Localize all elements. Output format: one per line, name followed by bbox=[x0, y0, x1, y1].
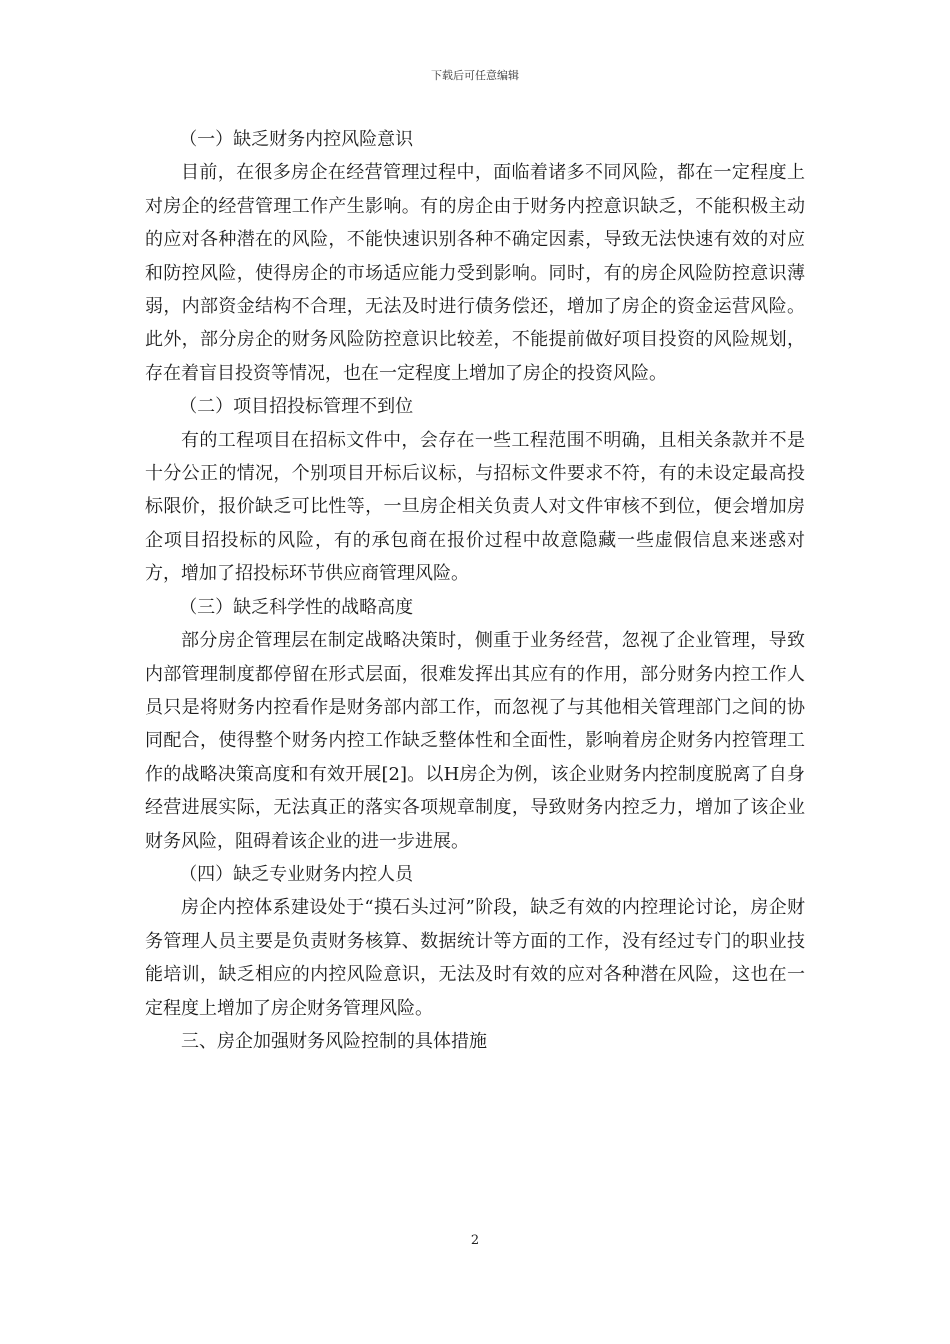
section-paragraph-1: 目前，在很多房企在经营管理过程中，面临着诸多不同风险，都在一定程度上对房企的经营管理工作产生影响。有的房企由于财务内控意识缺乏，不能积极主动的应对各种潜在的风险，不能快速识别各种不确定因素，导致无法快速有效的对应和防控风险，使得房企的市场适应能力受到影响。同时，有的房企风险防控意识薄弱，内部资金结构不合理，无法及时进行债务偿还，增加了房企的资金运营风险。此外，部分房企的财务风险防控意识比较差，不能提前做好项目投资的风险规划，存在着盲目投资等情况，也在一定程度上增加了房企的投资风险。 bbox=[145, 162, 805, 384]
closing-heading: 三、房企加强财务风险控制的具体措施 bbox=[181, 1030, 487, 1052]
page-number: 2 bbox=[470, 1233, 480, 1248]
section-heading-4: （四）缺乏专业财务内控人员 bbox=[179, 863, 414, 885]
section-paragraph-4: 房企内控体系建设处于“摸石头过河”阶段，缺乏有效的内控理论讨论，房企财务管理人员主要是负责财务核算、数据统计等方面的工作，没有经过专门的职业技能培训，缺乏相应的内控风险意识，无法及时有效的应对各种潜在风险，这也在一定程度上增加了房企财务管理风险。 bbox=[145, 897, 805, 1019]
section-paragraph-2: 有的工程项目在招标文件中，会存在一些工程范围不明确，且相关条款并不是十分公正的情况，个别项目开标后议标，与招标文件要求不符，有的未设定最高投标限价，报价缺乏可比性等，一旦房企相关负责人对文件审核不到位，便会增加房企项目招投标的风险，有的承包商在报价过程中故意隐藏一些虚假信息来迷惑对方，增加了招投标环节供应商管理风险。 bbox=[145, 429, 805, 585]
document-body bbox=[145, 123, 805, 1058]
section-heading-1: （一）缺乏财务内控风险意识 bbox=[179, 129, 414, 150]
section-heading-3: （三）缺乏科学性的战略高度 bbox=[179, 596, 414, 618]
section-paragraph-3: 部分房企管理层在制定战略决策时，侧重于业务经营，忽视了企业管理，导致内部管理制度都停留在形式层面，很难发挥出其应有的作用，部分财务内控工作人员只是将财务内控看作是财务部内部工作，而忽视了与其他相关管理部门之间的协同配合，使得整个财务内控工作缺乏整体性和全面性，影响着房企财务内控管理工作的战略决策高度和有效开展[2]。以H房企为例，该企业财务内控制度脱离了自身经营进展实际，无法真正的落实各项规章制度，导致财务内控乏力，增加了该企业财务风险，阻碍着该企业的进一步进展。 bbox=[145, 630, 805, 852]
section-heading-2: （二）项目招投标管理不到位 bbox=[179, 396, 414, 418]
page-header: 下载后可任意编辑 bbox=[431, 69, 519, 82]
